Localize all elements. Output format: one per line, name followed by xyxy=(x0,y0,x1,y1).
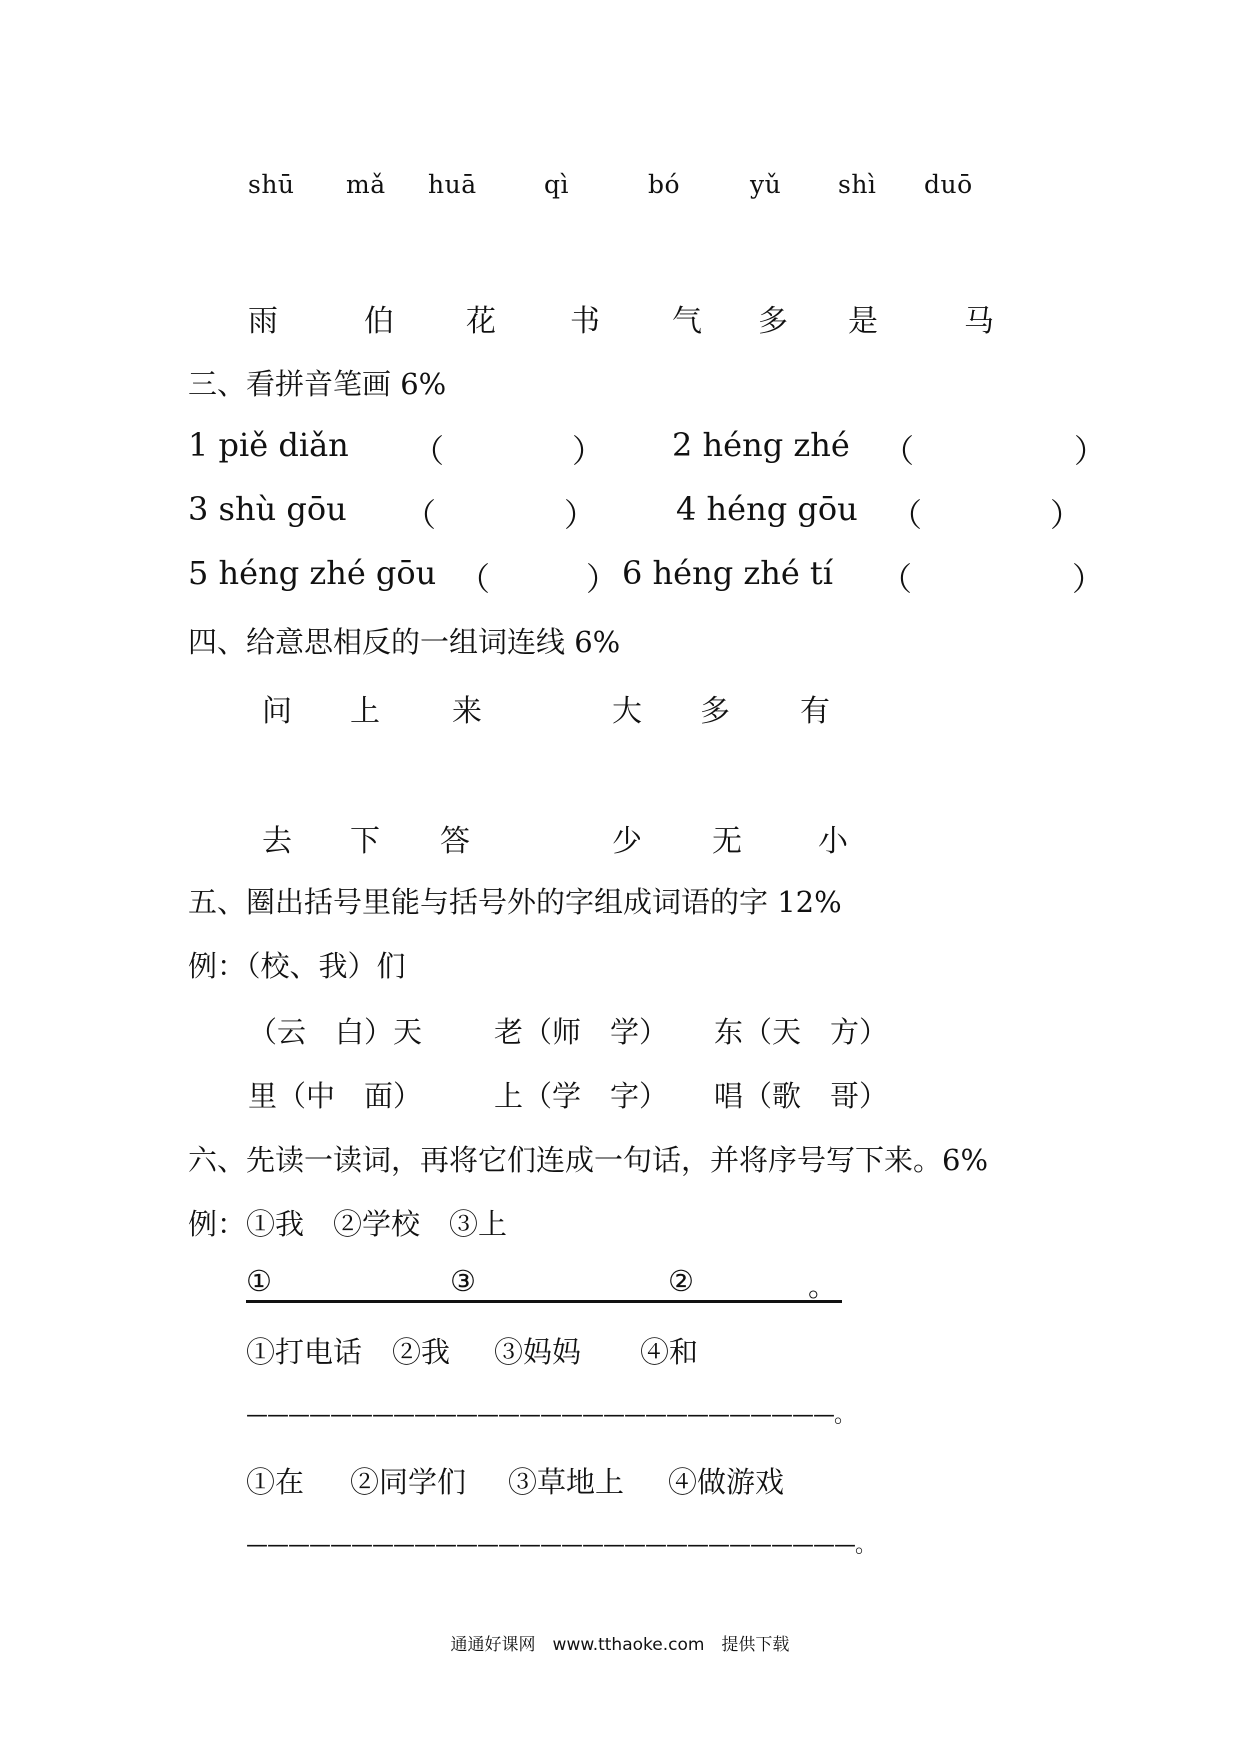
antonym-word: 小 xyxy=(818,824,848,859)
word-option: ②同学们 xyxy=(350,1465,467,1499)
word-option: ④做游戏 xyxy=(668,1465,785,1499)
stroke-item-label: 2 héng zhé xyxy=(672,426,850,464)
stroke-item-paren: （ ） xyxy=(404,496,597,534)
hanzi-item: 花 xyxy=(466,304,496,339)
answer-underline xyxy=(246,1300,842,1303)
stroke-item-paren: （ ） xyxy=(880,560,1105,598)
word-group: 东（天 方） xyxy=(714,1015,889,1049)
section4-title: 四、给意思相反的一组词连线 6% xyxy=(188,625,621,659)
antonym-word: 去 xyxy=(262,824,292,859)
hanzi-item: 书 xyxy=(570,304,600,339)
hanzi-item: 马 xyxy=(964,304,994,339)
word-group: 上（学 字） xyxy=(494,1079,669,1113)
pinyin-item: duō xyxy=(924,170,973,199)
antonym-word: 无 xyxy=(712,824,742,859)
pinyin-item: qì xyxy=(544,170,569,199)
antonym-word: 来 xyxy=(452,694,482,729)
section3-title: 三、看拼音笔画 6% xyxy=(188,367,447,401)
word-option: ③草地上 xyxy=(508,1465,625,1499)
stroke-item-label: 1 piě diǎn xyxy=(188,426,349,464)
word-group: 唱（歌 哥） xyxy=(714,1079,889,1113)
word-option: ①打电话 xyxy=(246,1335,363,1369)
section5-title: 五、圈出括号里能与括号外的字组成词语的字 12% xyxy=(188,885,842,919)
hanzi-item: 伯 xyxy=(364,304,394,339)
pinyin-item: bó xyxy=(648,170,681,199)
antonym-word: 答 xyxy=(440,824,470,859)
page-footer: 通通好课网 www.tthaoke.com 提供下载 xyxy=(450,1635,790,1655)
word-group: 里（中 面） xyxy=(248,1079,423,1113)
word-option: ④和 xyxy=(640,1335,699,1369)
pinyin-item: huā xyxy=(428,170,477,199)
stroke-item-paren: （ ） xyxy=(412,432,605,470)
antonym-word: 多 xyxy=(700,694,730,729)
hanzi-item: 多 xyxy=(758,304,788,339)
word-option: ①在 xyxy=(246,1465,305,1499)
section6-title: 六、先读一读词，再将它们连成一句话，并将序号写下来。6% xyxy=(188,1143,989,1177)
antonym-word: 有 xyxy=(800,694,830,729)
stroke-item-label: 4 héng gōu xyxy=(676,490,858,528)
stroke-item-paren: （ ） xyxy=(458,560,619,598)
section5-example: 例：（校、我）们 xyxy=(188,949,406,983)
hanzi-item: 气 xyxy=(672,304,702,339)
answer-number: ① xyxy=(246,1264,272,1298)
pinyin-item: shì xyxy=(838,170,877,199)
word-option: ③妈妈 xyxy=(494,1335,582,1369)
hanzi-item: 雨 xyxy=(248,304,278,339)
stroke-item-paren: （ ） xyxy=(882,432,1107,470)
antonym-word: 下 xyxy=(350,824,380,859)
answer-blank-line: ————————————————————————————。 xyxy=(246,1403,856,1428)
answer-number: ② xyxy=(668,1264,694,1298)
stroke-item-label: 3 shù gōu xyxy=(188,490,347,528)
answer-blank-line: —————————————————————————————。 xyxy=(246,1533,877,1558)
pinyin-item: mǎ xyxy=(346,170,386,199)
antonym-word: 上 xyxy=(350,694,380,729)
antonym-word: 问 xyxy=(262,694,292,729)
answer-number: ③ xyxy=(450,1264,476,1298)
antonym-word: 大 xyxy=(612,694,642,729)
antonym-word: 少 xyxy=(612,824,642,859)
word-group: （云 白）天 xyxy=(248,1015,423,1049)
stroke-item-label: 5 héng zhé gōu xyxy=(188,554,437,592)
pinyin-item: shū xyxy=(248,170,295,199)
hanzi-item: 是 xyxy=(848,304,878,339)
word-group: 老（师 学） xyxy=(494,1015,669,1049)
answer-period: 。 xyxy=(808,1269,838,1303)
pinyin-item: yǔ xyxy=(750,170,782,199)
stroke-item-label: 6 héng zhé tí xyxy=(622,554,834,592)
word-option: ②我 xyxy=(392,1335,451,1369)
stroke-item-paren: （ ） xyxy=(890,496,1083,534)
section6-example: 例：①我 ②学校 ③上 xyxy=(188,1207,508,1241)
